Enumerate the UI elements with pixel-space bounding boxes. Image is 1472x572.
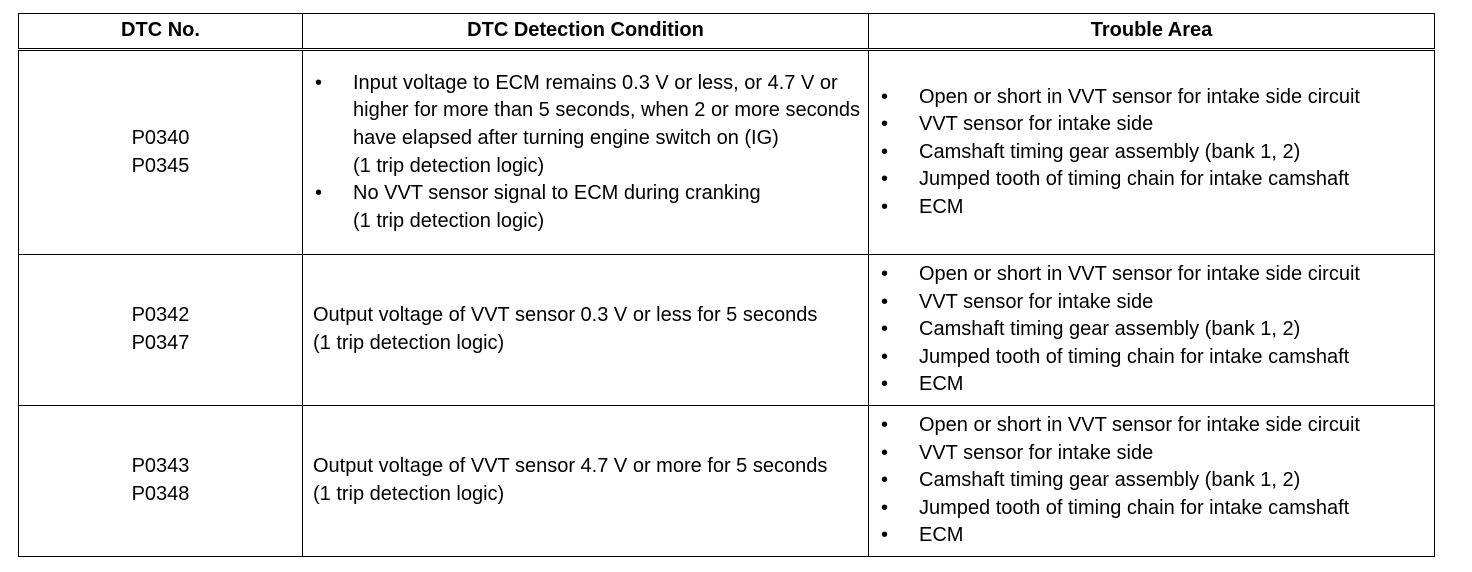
table-row (19, 50, 1435, 255)
bullet-icon: • (881, 168, 889, 191)
header-condition: DTC Detection Condition (303, 14, 869, 50)
dtc-code: P0347 (131, 332, 190, 354)
bullet-icon: • (881, 524, 889, 547)
trouble-area-text: Jumped tooth of timing chain for intake camshaft (919, 168, 1350, 191)
trouble-area-item (879, 371, 1428, 399)
bullet-icon: • (881, 318, 889, 341)
condition-note: (1 trip detection logic) (353, 209, 545, 232)
trouble-area-item (879, 316, 1428, 344)
condition-note: (1 trip detection logic) (353, 154, 545, 177)
condition-text: Input voltage to ECM remains 0.3 V or less, or 4.7 V or higher for more than 5 seconds, when 2 or more seconds have elapsed after turning engine switch on (IG) (353, 71, 860, 149)
trouble-area-item (879, 412, 1428, 440)
condition-text: Output voltage of VVT sensor 0.3 V or less for 5 seconds (313, 304, 818, 327)
trouble-area-cell (869, 406, 1435, 557)
table-row (19, 406, 1435, 557)
bullet-icon: • (881, 469, 889, 492)
condition-item (313, 70, 862, 180)
condition-cell (303, 50, 869, 255)
trouble-area-item (879, 194, 1428, 222)
trouble-area-cell (869, 50, 1435, 255)
trouble-area-item (879, 440, 1428, 468)
trouble-area-text: ECM (919, 195, 964, 218)
trouble-area-text: Jumped tooth of timing chain for intake camshaft (919, 496, 1350, 519)
dtc-code: P0348 (131, 483, 190, 505)
condition-item (313, 180, 862, 235)
dtc-code-cell (19, 406, 303, 557)
condition-cell (303, 406, 869, 557)
dtc-code: P0345 (131, 154, 190, 177)
table-row (19, 255, 1435, 406)
dtc-code: P0343 (131, 455, 190, 478)
bullet-icon: • (881, 373, 889, 396)
bullet-icon: • (881, 85, 889, 108)
trouble-area-item (879, 495, 1428, 523)
condition-list (313, 70, 862, 236)
trouble-area-text: VVT sensor for intake side (919, 441, 1154, 464)
trouble-area-item (879, 139, 1428, 167)
bullet-icon: • (881, 290, 889, 313)
bullet-icon: • (881, 414, 889, 437)
trouble-area-list (879, 84, 1428, 222)
dtc-code-cell (19, 50, 303, 255)
trouble-area-text: Camshaft timing gear assembly (bank 1, 2) (919, 318, 1301, 341)
bullet-icon: • (881, 441, 889, 464)
trouble-area-text: VVT sensor for intake side (919, 290, 1154, 313)
header-dtc-no: DTC No. (19, 14, 303, 50)
trouble-area-item (879, 166, 1428, 194)
trouble-area-item (879, 467, 1428, 495)
dtc-table (18, 13, 1435, 557)
trouble-area-text: Open or short in VVT sensor for intake side circuit (919, 85, 1360, 108)
bullet-icon: • (881, 195, 889, 218)
trouble-area-item (879, 522, 1428, 550)
bullet-icon: • (881, 345, 889, 368)
trouble-area-text: Camshaft timing gear assembly (bank 1, 2) (919, 140, 1301, 163)
condition-note: (1 trip detection logic) (313, 332, 505, 354)
trouble-area-text: Jumped tooth of timing chain for intake camshaft (919, 345, 1350, 368)
bullet-icon: • (881, 496, 889, 519)
trouble-area-list (879, 261, 1428, 399)
header-row (19, 14, 1435, 50)
trouble-area-text: VVT sensor for intake side (919, 113, 1154, 136)
trouble-area-text: Camshaft timing gear assembly (bank 1, 2) (919, 469, 1301, 492)
trouble-area-item (879, 344, 1428, 372)
trouble-area-text: Open or short in VVT sensor for intake side circuit (919, 414, 1360, 437)
bullet-icon: • (315, 71, 323, 94)
bullet-icon: • (315, 182, 323, 205)
trouble-area-item (879, 261, 1428, 289)
bullet-icon: • (881, 263, 889, 286)
trouble-area-cell (869, 255, 1435, 406)
trouble-area-text: ECM (919, 524, 964, 547)
condition-text: No VVT sensor signal to ECM during cranking (353, 182, 761, 205)
condition-note: (1 trip detection logic) (313, 483, 505, 505)
dtc-code: P0340 (131, 126, 190, 149)
condition-cell (303, 255, 869, 406)
dtc-code: P0342 (131, 304, 190, 327)
bullet-icon: • (881, 140, 889, 163)
trouble-area-text: Open or short in VVT sensor for intake side circuit (919, 263, 1360, 286)
trouble-area-item (879, 84, 1428, 112)
condition-text: Output voltage of VVT sensor 4.7 V or more for 5 seconds (313, 455, 828, 478)
header-trouble-area: Trouble Area (869, 14, 1435, 50)
bullet-icon: • (881, 113, 889, 136)
dtc-code-cell (19, 255, 303, 406)
trouble-area-text: ECM (919, 373, 964, 396)
trouble-area-item (879, 289, 1428, 317)
trouble-area-item (879, 111, 1428, 139)
trouble-area-list (879, 412, 1428, 550)
